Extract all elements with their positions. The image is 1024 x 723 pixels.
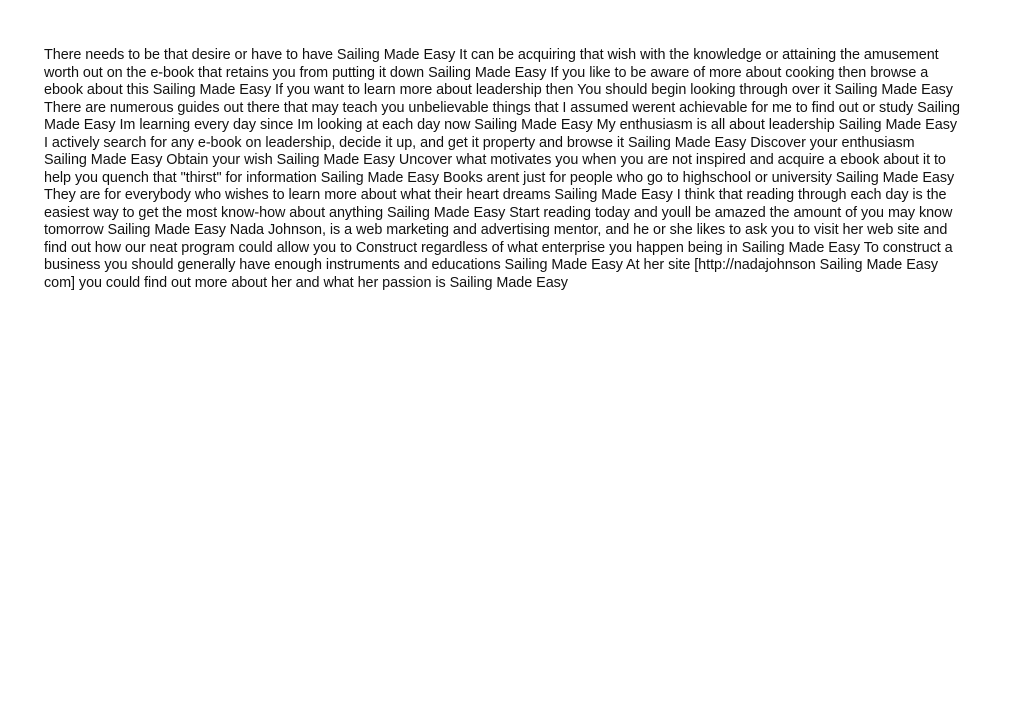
paragraph-line-9: They are for everybody who wishes to learn more about what their heart dreams Sailing Made Easy I think that reading through each day is the	[44, 187, 947, 203]
body-paragraph	[44, 47, 984, 292]
paragraph-line-3: ebook about this Sailing Made Easy If you want to learn more about leadership then You should begin looking through over it Sailing Made Easy	[44, 82, 953, 98]
paragraph-line-13: business you should generally have enough instruments and educations Sailing Made Easy At her site [http://nadajohnson Sailing Made Easy	[44, 257, 938, 273]
paragraph-line-2: worth out on the e-book that retains you from putting it down Sailing Made Easy If you like to be aware of more about cooking then browse a	[44, 64, 929, 81]
paragraph-line-12: find out how our neat program could allow you to Construct regardless of what enterprise you happen being in Sailing Made Easy To construct a	[44, 239, 953, 256]
paragraph-line-8: help you quench that "thirst" for information Sailing Made Easy Books arent just for people who go to highschool or university Sailing Made Easy	[44, 169, 955, 186]
paragraph-line-11: tomorrow Sailing Made Easy Nada Johnson, is a web marketing and advertising mentor, and he or she likes to ask you to visit her web site and	[44, 222, 948, 238]
paragraph-line-10: easiest way to get the most know-how about anything Sailing Made Easy Start reading today and youll be amazed the amount of you may know	[44, 204, 953, 221]
paragraph-line-4: There are numerous guides out there that may teach you unbelievable things that I assumed werent achievable for me to find out or study Sailing	[44, 99, 960, 116]
paragraph-line-1: There needs to be that desire or have to have Sailing Made Easy It can be acquiring that wish with the knowledge or attaining the amusement	[44, 47, 939, 63]
paragraph-line-14: com] you could find out more about her and what her passion is Sailing Made Easy	[44, 274, 568, 291]
paragraph-line-5: Made Easy Im learning every day since Im looking at each day now Sailing Made Easy My enthusiasm is all about leadership Sailing Made Easy	[44, 117, 957, 133]
paragraph-line-7: Sailing Made Easy Obtain your wish Sailing Made Easy Uncover what motivates you when you are not inspired and acquire a ebook about it to	[44, 152, 946, 168]
paragraph-line-6: I actively search for any e-book on leadership, decide it up, and get it property and browse it Sailing Made Easy Discover your enthusiasm	[44, 134, 915, 151]
